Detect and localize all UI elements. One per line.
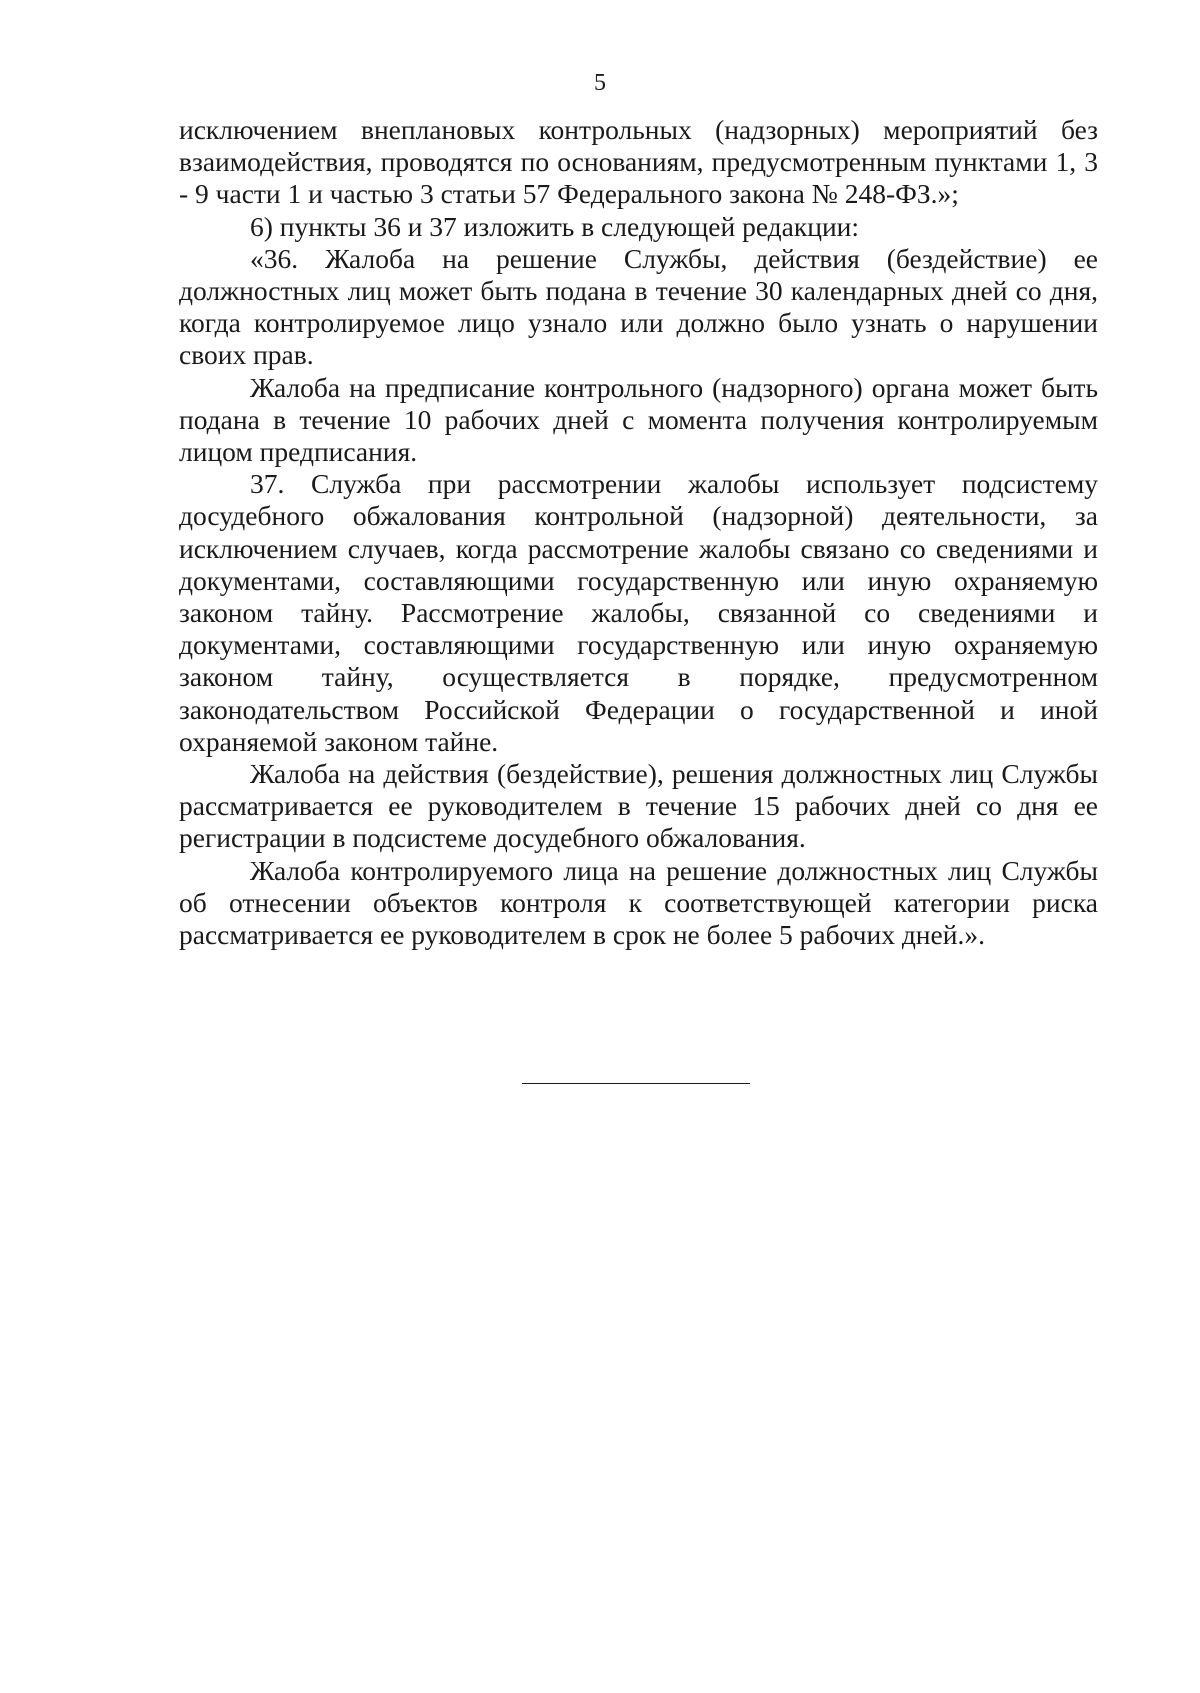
page-number: 5 — [594, 70, 606, 96]
paragraph-clause-37-review-term: Жалоба на действия (бездействие), решения должностных лиц Службы рассматривается ее руководителем в течение 15 рабочих дней со дня ее регистрации в подсистеме досудебного обжалования. — [179, 758, 1098, 854]
end-of-text-rule — [522, 1083, 750, 1084]
paragraph-clause-37: 37. Служба при рассмотрении жалобы использует подсистему досудебного обжалования контрольной (надзорной) деятельности, за исключением случаев, когда рассмотрение жалобы связано со сведениями и документами, составляющими государственную или иную охраняемую законом тайну. Рассмотрение жалобы, связанной со сведениями и документами, составляющими государственную или иную охраняемую законом тайну, осуществляется в порядке, предусмотренном законодательством Российской Федерации о государственной и иной охраняемой законом тайне. — [179, 468, 1098, 757]
paragraph-continuation: исключением внеплановых контрольных (надзорных) мероприятий без взаимодействия, проводятся по основаниям, предусмотренным пунктами 1, 3 - 9 части 1 и частью 3 статьи 57 Федерального закона № 248-ФЗ.»; — [179, 114, 1098, 210]
document-body — [179, 114, 1098, 951]
paragraph-clause-37-risk-category: Жалоба контролируемого лица на решение должностных лиц Службы об отнесении объектов контроля к соответствующей категории риска рассматривается ее руководителем в срок не более 5 рабочих дней.». — [179, 854, 1098, 951]
paragraph-item-6: 6) пункты 36 и 37 изложить в следующей редакции: — [250, 210, 860, 242]
paragraph-clause-36: «36. Жалоба на решение Службы, действия (бездействие) ее должностных лиц может быть подана в течение 30 календарных дней со дня, когда контролируемое лицо узнало или должно было узнать о нарушении своих прав. — [179, 242, 1098, 371]
paragraph-clause-36-prescription: Жалоба на предписание контрольного (надзорного) органа может быть подана в течение 10 рабочих дней с момента получения контролируемым лицом предписания. — [179, 371, 1098, 468]
